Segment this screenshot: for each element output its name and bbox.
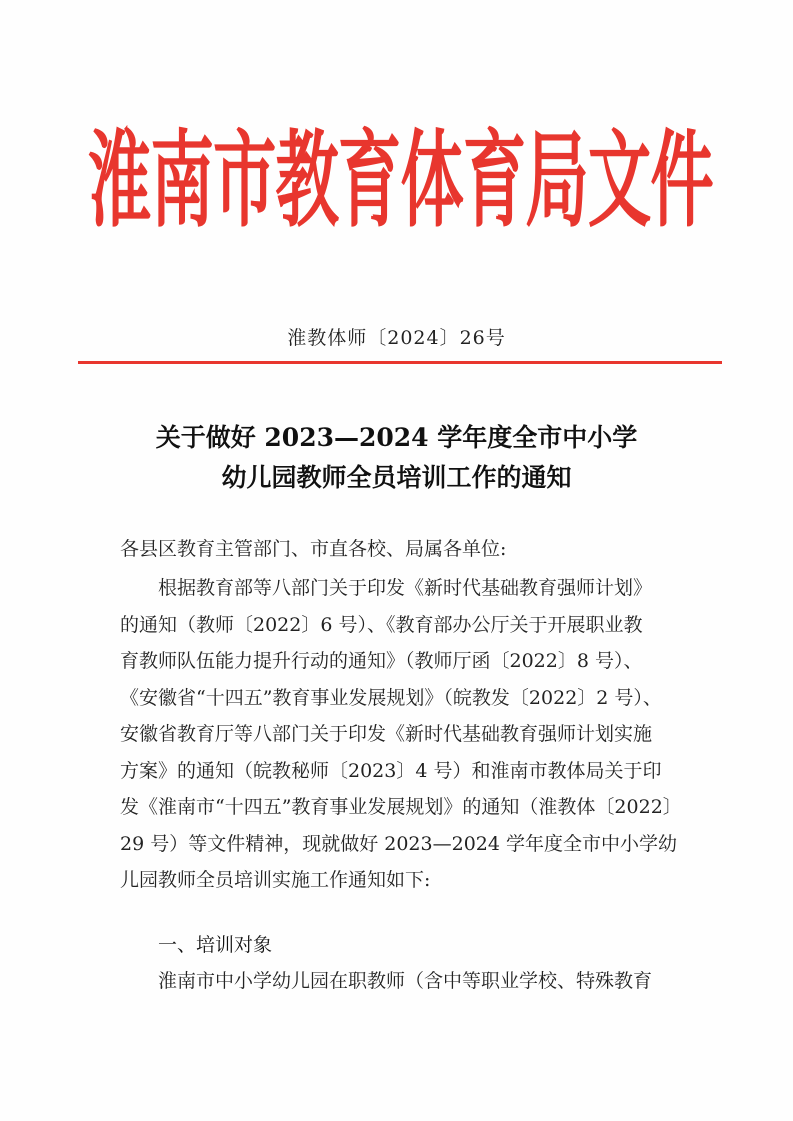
title-line-2: 幼儿园教师全员培训工作的通知 <box>221 463 572 492</box>
section-text: 淮南市中小学幼儿园在职教师（含中等职业学校、特殊教育 <box>158 970 653 992</box>
document-number: 淮教体师〔2024〕26号 <box>287 327 506 349</box>
body-paragraph <box>120 570 700 899</box>
body-line: 《安徽省“十四五”教育事业发展规划》（皖教发〔2022〕2 号）、 <box>120 686 662 709</box>
body-line: 根据教育部等八部门关于印发《新时代基础教育强师计划》 <box>158 577 653 599</box>
body-line: 安徽省教育厅等八部门关于印发《新时代基础教育强师计划实施 <box>120 723 653 745</box>
issuer-title: 淮南市教育体育局文件 <box>88 120 713 240</box>
body-line: 方案》的通知（皖教秘师〔2023〕4 号）和淮南市教体局关于印 <box>120 759 662 782</box>
section-heading-training-targets: 一、培训对象 <box>158 934 273 956</box>
body-line: 儿园教师全员培训实施工作通知如下: <box>120 869 431 891</box>
body-line: 发《淮南市“十四五”教育事业发展规划》的通知（淮教体〔2022〕 <box>120 796 682 818</box>
salutation: 各县区教育主管部门、市直各校、局属各单位: <box>120 538 507 560</box>
red-divider-line <box>78 361 722 364</box>
body-line: 29 号）等文件精神，现就做好 2023—2024 学年度全市中小学幼 <box>120 832 678 855</box>
notice-title <box>0 418 793 498</box>
issuer-masthead <box>88 120 713 240</box>
title-line-1: 关于做好 2023—2024 学年度全市中小学 <box>155 423 638 452</box>
body-line: 育教师队伍能力提升行动的通知》（教师厅函〔2022〕8 号）、 <box>120 650 643 672</box>
body-line: 的通知（教师〔2022〕6 号）、《教育部办公厅关于开展职业教 <box>120 613 643 636</box>
